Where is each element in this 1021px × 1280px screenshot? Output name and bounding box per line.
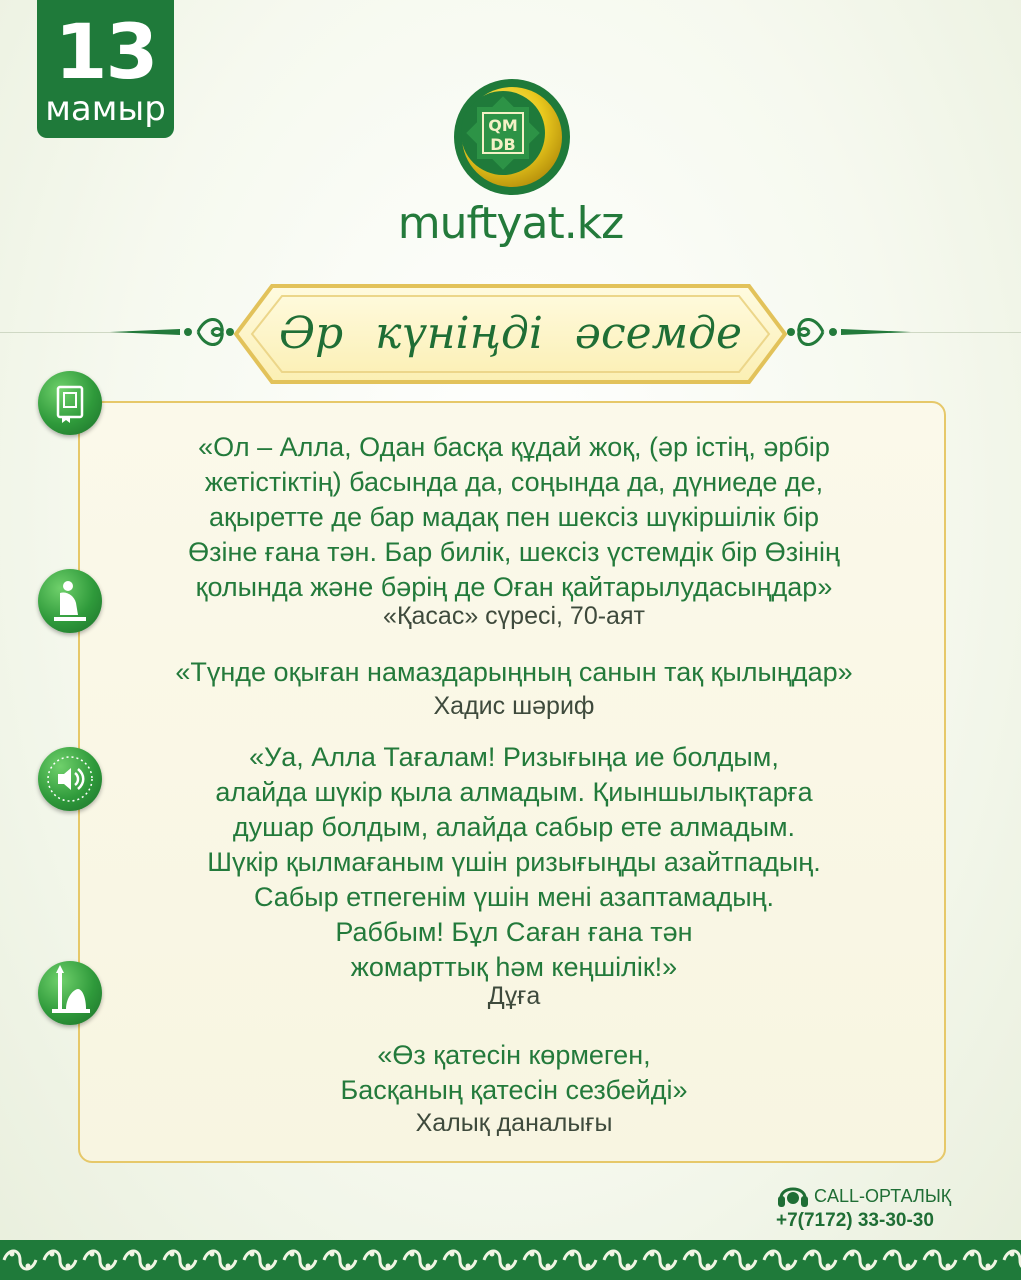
quote-section-ayah: [80, 430, 948, 631]
banner-title: Әр күніңді әсемде: [278, 308, 743, 359]
logo-text-top: QM: [488, 116, 518, 135]
quote-source: Дұға: [487, 982, 541, 1010]
quote-line: ақыретте де бар мадақ пен шексіз шүкіршілік бір: [208, 502, 820, 532]
footer-ornament-icon: [0, 1240, 1021, 1280]
quote-source: Хадис шәриф: [433, 692, 595, 720]
qmdb-logo: [453, 78, 571, 196]
quote-section-dua: [80, 740, 948, 1011]
date-month: мамыр: [45, 89, 166, 129]
quote-section-proverb: [80, 1038, 948, 1138]
headset-icon: [776, 1180, 810, 1212]
quote-line: қолында және бәрің де Оған қайтарылудасыңдар»: [195, 572, 833, 602]
quote-line: жетістіктің) басында да, соңында да, дүниеде де,: [204, 467, 824, 497]
quran-book-icon: [38, 371, 102, 435]
quote-line: Басқаның қатесін сезбейді»: [340, 1075, 688, 1105]
quote-line: «Түнде оқыған намаздарыңның санын тақ қылыңдар»: [175, 657, 853, 687]
quote-line: Өзіне ғана тән. Бар билік, шексіз үстемдік бір Өзінің: [188, 537, 840, 567]
logo-text-bottom: DB: [490, 135, 516, 154]
call-center-phone[interactable]: +7(7172) 33-30-30: [776, 1210, 934, 1231]
quote-source: «Қасас» сүресі, 70-аят: [383, 602, 645, 630]
site-name: muftyat.kz: [397, 198, 624, 249]
quote-line: жомарттық һәм кеңшілік!»: [350, 952, 678, 982]
quote-line: алайда шүкір қыла алмадым. Қиыншылықтарға: [215, 777, 813, 807]
quote-line: «Өз қатесін көрмеген,: [377, 1040, 651, 1070]
call-center-label: CALL-ОРТАЛЫҚ: [814, 1186, 952, 1206]
quote-section-hadith: [80, 655, 948, 721]
quote-line: Сабыр етпегенім үшін мені азаптамадың.: [253, 882, 775, 912]
quote-source: Халық даналығы: [415, 1109, 613, 1137]
quote-line: «Уа, Алла Тағалам! Ризығыңа ие болдым,: [249, 742, 779, 772]
date-day: 13: [54, 7, 157, 96]
quote-line: «Ол – Алла, Одан басқа құдай жоқ, (әр істің, әрбір: [198, 432, 830, 462]
quote-line: Раббым! Бұл Саған ғана тән: [335, 917, 693, 947]
date-badge: [37, 0, 174, 138]
quote-line: Шүкір қылмағаным үшін ризығыңды азайтпадың.: [207, 847, 821, 877]
quote-line: душар болдым, алайда сабыр ете алмадым.: [232, 812, 796, 842]
